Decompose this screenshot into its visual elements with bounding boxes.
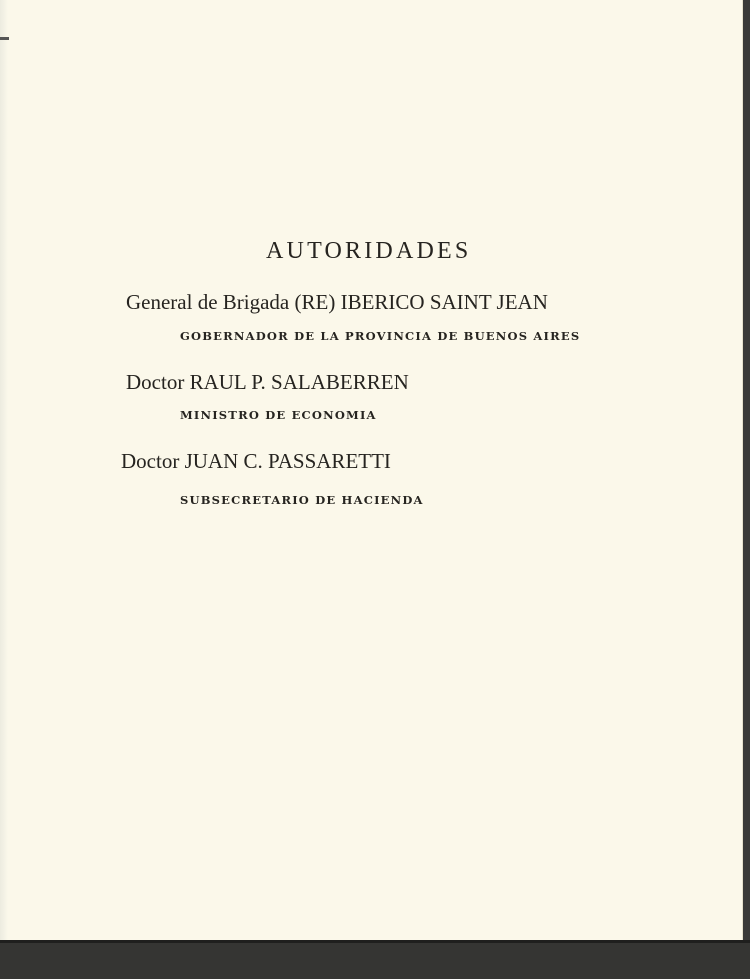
binding-mark xyxy=(0,37,9,40)
page-binding-edge xyxy=(0,0,8,940)
page-title: AUTORIDADES xyxy=(266,238,472,264)
authority-name-minister: Doctor RAUL P. SALABERREN xyxy=(126,370,409,394)
book-cover-edge xyxy=(0,940,750,943)
authority-name-governor: General de Brigada (RE) IBERICO SAINT JEAN xyxy=(126,290,548,314)
authority-name-undersecretary: Doctor JUAN C. PASSARETTI xyxy=(121,449,391,473)
authority-role-minister: MINISTRO DE ECONOMIA xyxy=(180,408,377,422)
authority-role-undersecretary: SUBSECRETARIO DE HACIENDA xyxy=(180,493,424,507)
authority-role-governor: GOBERNADOR DE LA PROVINCIA DE BUENOS AIRES xyxy=(180,329,581,343)
book-cover-bottom xyxy=(0,940,750,979)
